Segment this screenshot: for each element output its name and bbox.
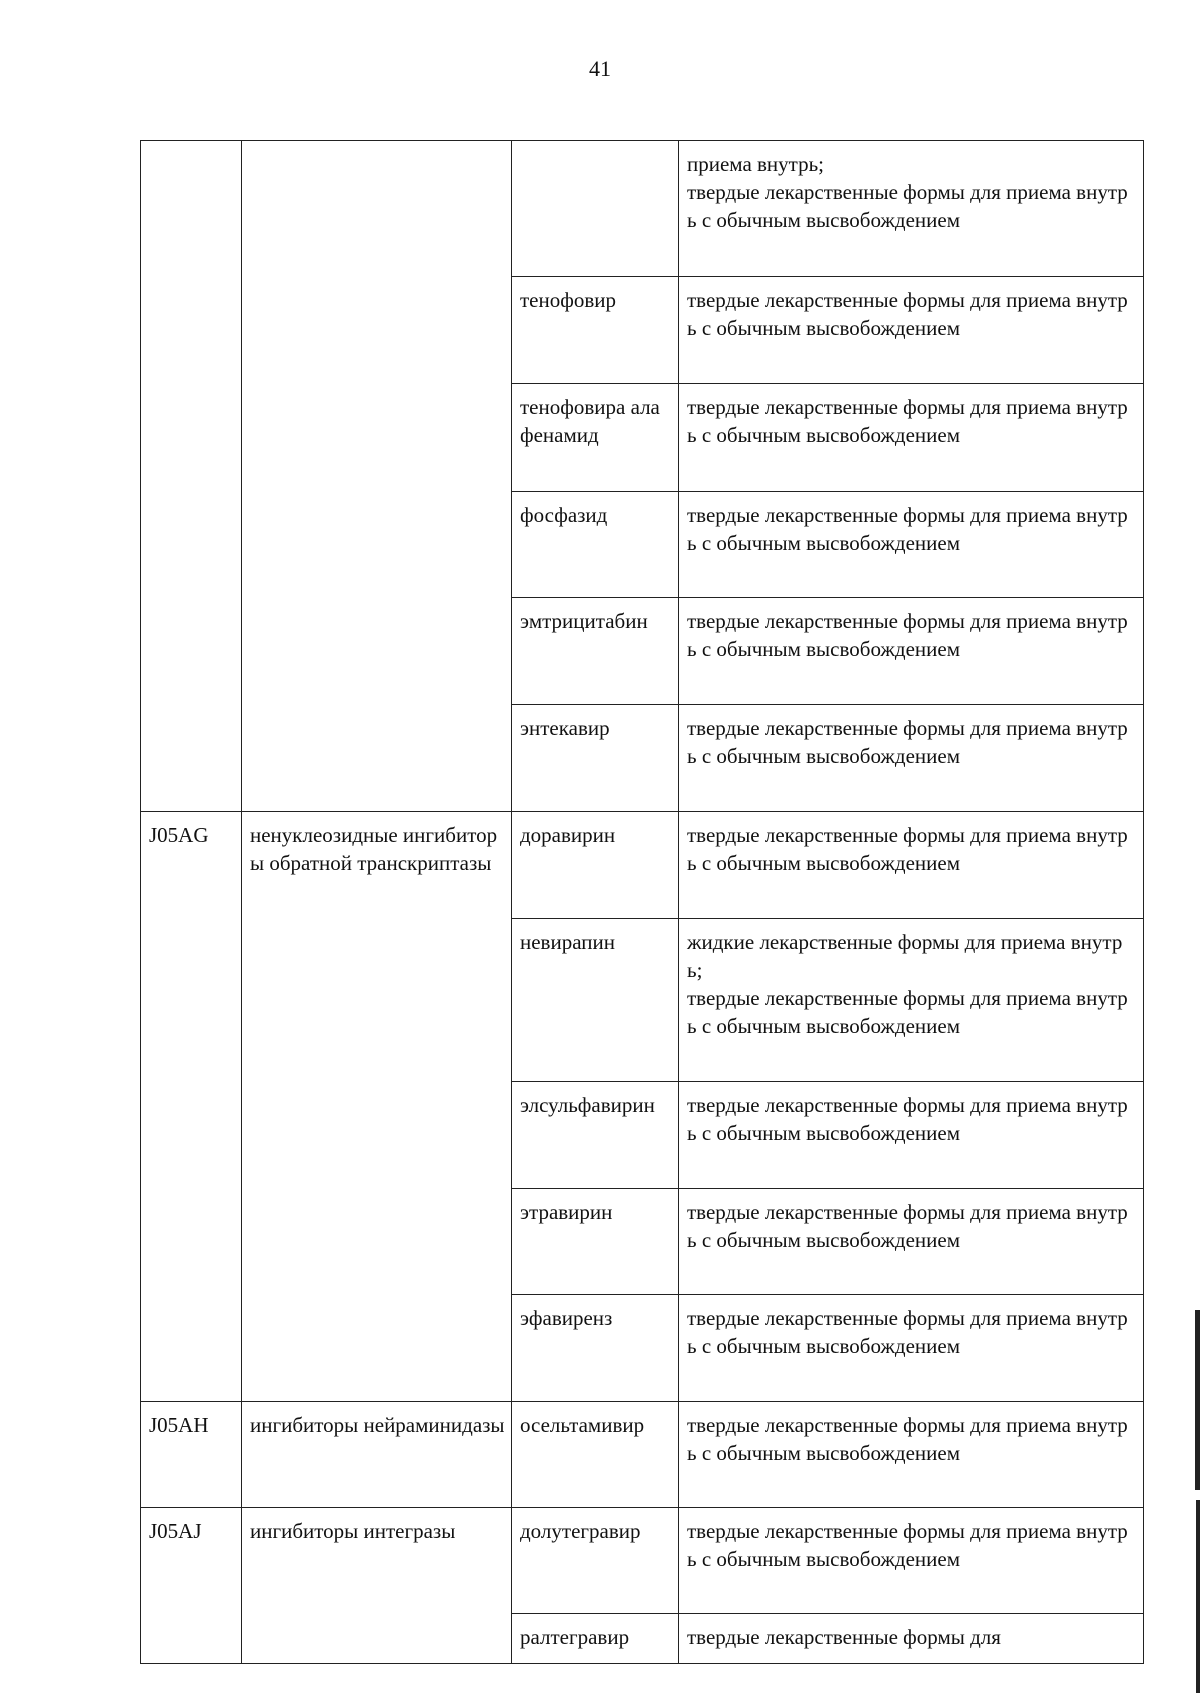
drug-name-cell: элсульфавирин: [512, 1082, 679, 1189]
dosage-form-cell: твердые лекарственные формы для приема внутрь с обычным высвобождением: [679, 277, 1144, 384]
dosage-form-cell: твердые лекарственные формы для: [679, 1614, 1144, 1664]
dosage-form-cell: твердые лекарственные формы для приема внутрь с обычным высвобождением: [679, 598, 1144, 705]
table-row: [141, 1402, 1144, 1508]
drug-name-cell: долутегравир: [512, 1508, 679, 1614]
drug-name-cell: тенофовира алафенамид: [512, 384, 679, 492]
drug-name-cell: [512, 141, 679, 277]
group-name-cell: ингибиторы интегразы: [242, 1508, 512, 1664]
drug-name-cell: осельтамивир: [512, 1402, 679, 1508]
dosage-form-cell: твердые лекарственные формы для приема внутрь с обычным высвобождением: [679, 812, 1144, 919]
dosage-form-cell: твердые лекарственные формы для приема внутрь с обычным высвобождением: [679, 1082, 1144, 1189]
dosage-form-cell: твердые лекарственные формы для приема внутрь с обычным высвобождением: [679, 1508, 1144, 1614]
drug-name-cell: доравирин: [512, 812, 679, 919]
atc-code-cell: J05AG: [141, 812, 242, 1402]
drug-name-cell: невирапин: [512, 919, 679, 1082]
dosage-form-cell: твердые лекарственные формы для приема внутрь с обычным высвобождением: [679, 1402, 1144, 1508]
drug-name-cell: энтекавир: [512, 705, 679, 812]
drug-name-cell: эмтрицитабин: [512, 598, 679, 705]
dosage-form-cell: жидкие лекарственные формы для приема внутрь; твердые лекарственные формы для приема внутрь с обычным высвобождением: [679, 919, 1144, 1082]
dosage-form-cell: твердые лекарственные формы для приема внутрь с обычным высвобождением: [679, 1189, 1144, 1295]
atc-code-cell: J05AH: [141, 1402, 242, 1508]
drug-name-cell: тенофовир: [512, 277, 679, 384]
dosage-form-cell: твердые лекарственные формы для приема внутрь с обычным высвобождением: [679, 705, 1144, 812]
dosage-form-cell: твердые лекарственные формы для приема внутрь с обычным высвобождением: [679, 1295, 1144, 1402]
group-name-cell: [242, 141, 512, 812]
atc-code-cell: [141, 141, 242, 812]
drug-name-cell: ралтегравир: [512, 1614, 679, 1664]
page-number: 41: [589, 56, 611, 81]
table-row: [141, 1508, 1144, 1614]
dosage-form-cell: твердые лекарственные формы для приема внутрь с обычным высвобождением: [679, 492, 1144, 598]
atc-code-cell: J05AJ: [141, 1508, 242, 1664]
scan-margin-line: [1195, 1310, 1200, 1490]
drug-name-cell: фосфазид: [512, 492, 679, 598]
medicines-table: [140, 140, 1144, 1664]
table-row: [141, 812, 1144, 919]
drug-name-cell: этравирин: [512, 1189, 679, 1295]
dosage-form-cell: твердые лекарственные формы для приема внутрь с обычным высвобождением: [679, 384, 1144, 492]
scan-margin-line: [1196, 1500, 1200, 1693]
dosage-form-cell: приема внутрь; твердые лекарственные формы для приема внутрь с обычным высвобождением: [679, 141, 1144, 277]
group-name-cell: ненуклеозидные ингибиторы обратной транскриптазы: [242, 812, 512, 1402]
table-row: [141, 141, 1144, 277]
group-name-cell: ингибиторы нейраминидазы: [242, 1402, 512, 1508]
drug-name-cell: эфавиренз: [512, 1295, 679, 1402]
